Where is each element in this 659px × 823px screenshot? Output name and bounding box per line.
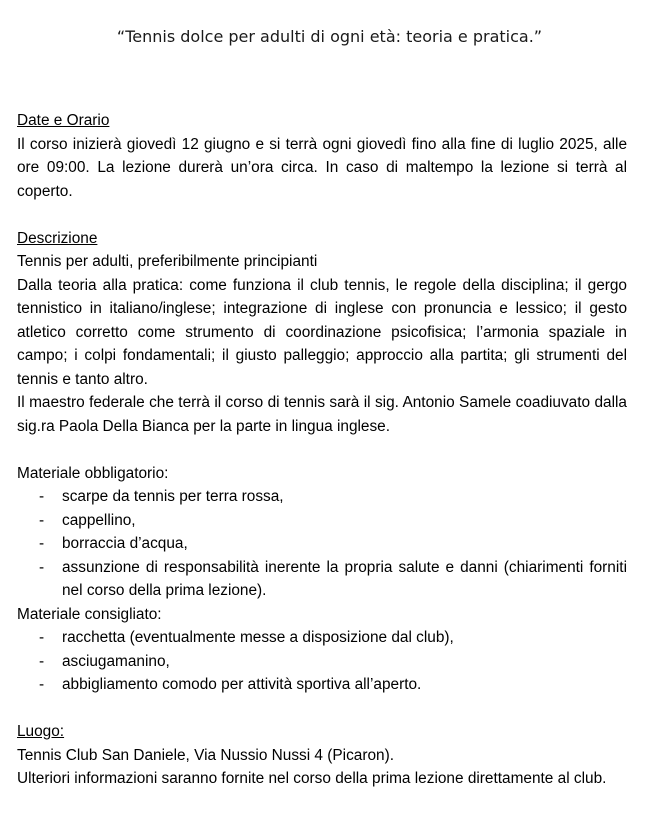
instructor-text: Il maestro federale che terrà il corso di tennis sarà il sig. Antonio Samele coadiuvato dalla sig.ra Paola Della Bianca per la parte in lingua inglese. [17,394,627,435]
bullet-dash-icon: - [39,676,45,693]
list-item-text: scarpe da tennis per terra rossa, [62,488,284,505]
list-item [17,673,627,697]
spacer [17,203,627,227]
list-item-text: racchetta (eventualmente messe a disposizione dal club), [62,629,454,646]
bullet-dash-icon: - [39,535,45,552]
document-title: “Tennis dolce per adulti di ogni età: teoria e pratica.” [116,27,543,46]
spacer [17,438,627,462]
description-subtitle: Tennis per adulti, preferibilmente principianti [17,253,318,270]
required-materials-heading: Materiale obbligatorio: [17,464,169,482]
list-item-text: asciugamanino, [62,652,170,670]
date-section-heading: Date e Orario [17,112,110,129]
list-item-text: assunzione di responsabilità inerente la propria salute e danni (chiarimenti forniti nel corso della prima lezione). [62,558,627,599]
bullet-dash-icon: - [39,629,45,646]
recommended-materials-heading: Materiale consigliato: [17,605,162,623]
document-body [17,109,627,791]
list-item [17,556,627,603]
list-item [17,532,627,556]
list-item [17,485,627,509]
spacer [17,697,627,721]
required-materials-list [17,485,627,603]
list-item-text: borraccia d’acqua, [62,535,188,552]
list-item-text: abbigliamento comodo per attività sportiva all’aperto. [62,676,422,693]
location-info: Ulteriori informazioni saranno fornite nel corso della prima lezione direttamente al club. [17,770,607,787]
location-section-heading: Luogo: [17,723,65,740]
list-item [17,650,627,674]
date-section-text: Il corso inizierà giovedì 12 giugno e si terrà ogni giovedì fino alla fine di luglio 2025, alle ore 09:00. La lezione durerà un’ora circa. In caso di maltempo la lezione si terrà al coperto. [17,135,627,200]
bullet-dash-icon: - [39,558,45,576]
list-item [17,626,627,650]
list-item-text: cappellino, [62,511,136,529]
description-section-heading: Descrizione [17,229,98,247]
bullet-dash-icon: - [39,511,45,529]
description-text: Dalla teoria alla pratica: come funziona il club tennis, le regole della disciplina; il gergo tennistico in italiano/inglese; integrazione di inglese con pronuncia e lessico; il gesto atletico corretto come strumento di coordinazione psicofisica; l’armonia spaziale in campo; i colpi fondamentali; il giusto palleggio; approccio alla partita; gli strumenti del tennis e tanto altro. [17,276,627,388]
recommended-materials-list [17,626,627,697]
bullet-dash-icon: - [39,488,45,505]
location-address: Tennis Club San Daniele, Via Nussio Nussi 4 (Picaron). [17,746,394,764]
bullet-dash-icon: - [39,652,45,670]
list-item [17,509,627,533]
